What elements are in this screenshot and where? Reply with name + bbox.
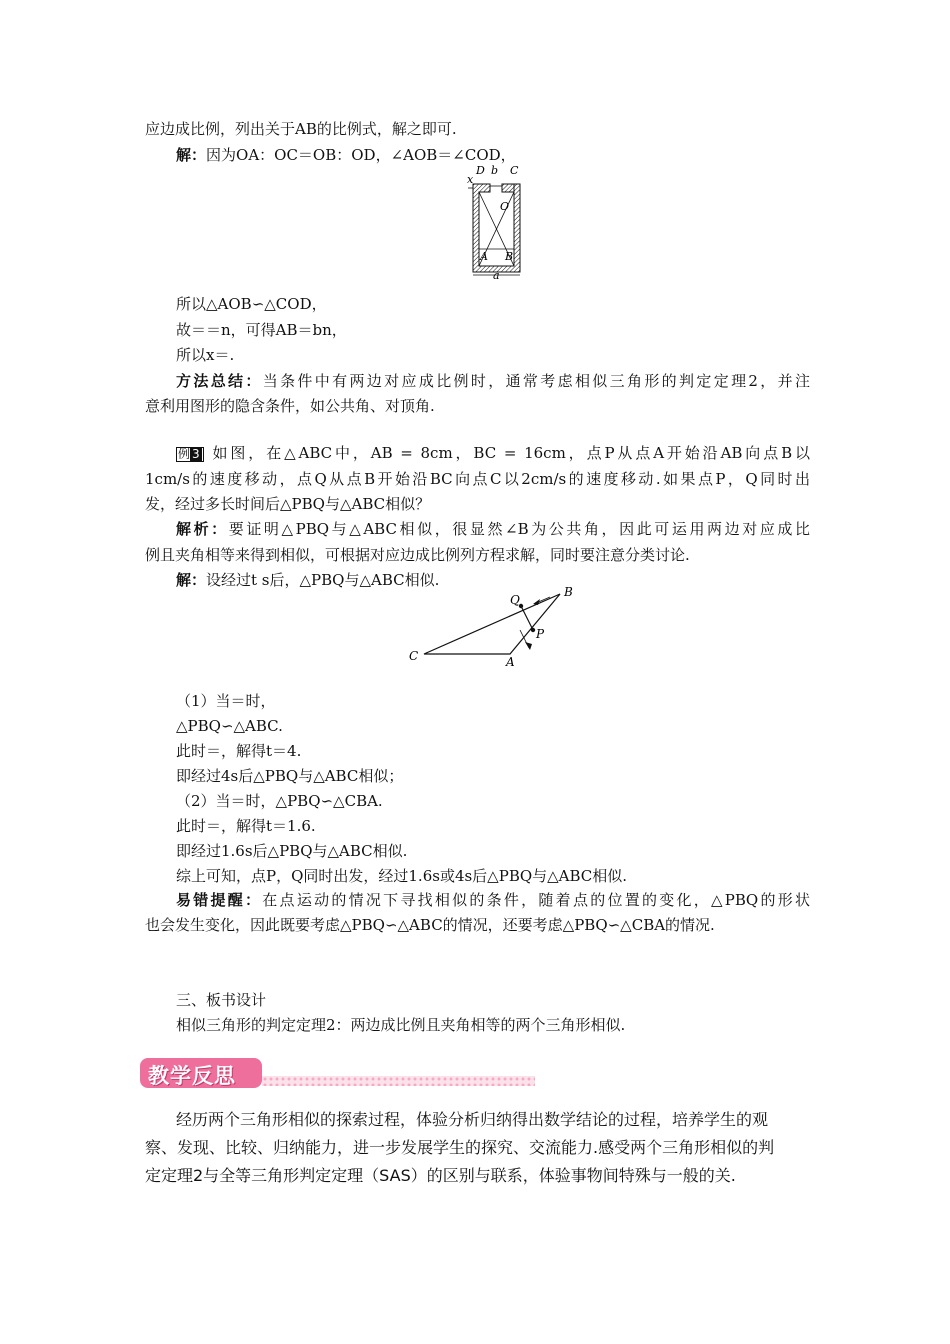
analysis-text: 要证明△PBQ与△ABC相似，很显然∠B为公共角，因此可运用两边对应成比: [228, 520, 810, 538]
text-line: 此时＝，解得t＝1.6.: [176, 817, 316, 835]
label-A: A: [506, 655, 515, 669]
triangle-figure: [402, 582, 592, 670]
label-C: C: [510, 164, 519, 177]
text-line: 例且夹角相等来得到相似，可根据对应边成比例列方程求解，同时要注意分类讨论.: [145, 546, 690, 564]
example-line: [176, 443, 810, 463]
method-summary-label: 方法总结：: [176, 372, 263, 390]
reflection-line: 经历两个三角形相似的探索过程，体验分析归纳得出数学结论的过程，培养学生的观: [176, 1110, 769, 1129]
text-line: 即经过4s后△PBQ与△ABC相似；: [176, 767, 404, 785]
error-reminder-line: [176, 890, 810, 910]
text-line: 相似三角形的判定定理2：两边成比例且夹角相等的两个三角形相似.: [176, 1016, 626, 1034]
error-reminder-text: 在点运动的情况下寻找相似的条件，随着点的位置的变化，△PBQ的形状: [262, 891, 810, 909]
solution-text: 设经过t s后，△PBQ与△ABC相似.: [206, 571, 440, 589]
solution-label: 解：: [176, 146, 207, 164]
method-summary-line: [176, 371, 810, 391]
text-line: 所以△AOB∽△COD，: [176, 295, 327, 313]
reflection-line: 定定理2与全等三角形判定定理（SAS）的区别与联系，体验事物间特殊与一般的关.: [145, 1166, 736, 1185]
text-line: 1cm/s的速度移动，点Q从点B开始沿BC向点C以2cm/s的速度移动.如果点P，Q同时出: [145, 470, 810, 488]
label-B: B: [505, 250, 514, 263]
text-line: 也会发生变化，因此既要考虑△PBQ∽△ABC的情况，还要考虑△PBQ∽△CBA的情况.: [145, 916, 715, 934]
text-line: 综上可知，点P，Q同时出发，经过1.6s或4s后△PBQ与△ABC相似.: [176, 867, 628, 885]
label-B: B: [564, 585, 573, 599]
text-line: 发，经过多长时间后△PBQ与△ABC相似？: [145, 495, 431, 513]
solution-text: 因为OA：OC＝OB：OD，∠AOB＝∠COD，: [206, 146, 516, 164]
label-b: b: [491, 164, 499, 177]
teaching-reflection-banner: [140, 1058, 535, 1090]
label-x: x: [467, 173, 474, 186]
example-text: 如图，在△ABC中，AB = 8cm，BC = 16cm，点P从点A开始沿AB向点B以: [209, 444, 810, 462]
section-heading: 三、板书设计: [176, 991, 267, 1009]
label-a: a: [493, 269, 500, 280]
text-line: 应边成比例，列出关于AB的比例式，解之即可.: [145, 120, 457, 138]
solution-label: 解：: [176, 571, 207, 589]
text-line: 即经过1.6s后△PBQ与△ABC相似.: [176, 842, 408, 860]
vessel-figure: [458, 162, 530, 280]
analysis-label: 解析：: [176, 520, 229, 538]
label-A: A: [480, 250, 488, 263]
text-line: 故＝＝n，可得AB＝bn，: [176, 321, 347, 339]
banner-title: 教学反思: [148, 1064, 236, 1088]
label-C: C: [409, 649, 419, 663]
analysis-line: [176, 519, 810, 539]
text-line: 意利用图形的隐含条件，如公共角、对顶角.: [145, 397, 435, 415]
reflection-line: 察、发现、比较、归纳能力，进一步发展学生的探究、交流能力.感受两个三角形相似的判: [145, 1138, 775, 1157]
label-P: P: [536, 627, 545, 641]
text-line: 所以x＝.: [176, 346, 235, 364]
text-line: （1）当＝时，: [176, 692, 276, 710]
text-line: △PBQ∽△ABC.: [176, 717, 283, 735]
example-badge: 例 3: [176, 447, 204, 462]
label-Q: Q: [510, 593, 520, 607]
text-line: （2）当＝时，△PBQ∽△CBA.: [176, 792, 383, 810]
label-O: O: [500, 200, 510, 213]
text-line: 此时＝，解得t＝4.: [176, 742, 302, 760]
method-summary-text: 当条件中有两边对应成比例时，通常考虑相似三角形的判定定理2，并注: [262, 372, 810, 390]
banner-dotted-strip: [262, 1076, 535, 1086]
label-D: D: [476, 164, 485, 177]
error-reminder-label: 易错提醒：: [176, 891, 263, 909]
